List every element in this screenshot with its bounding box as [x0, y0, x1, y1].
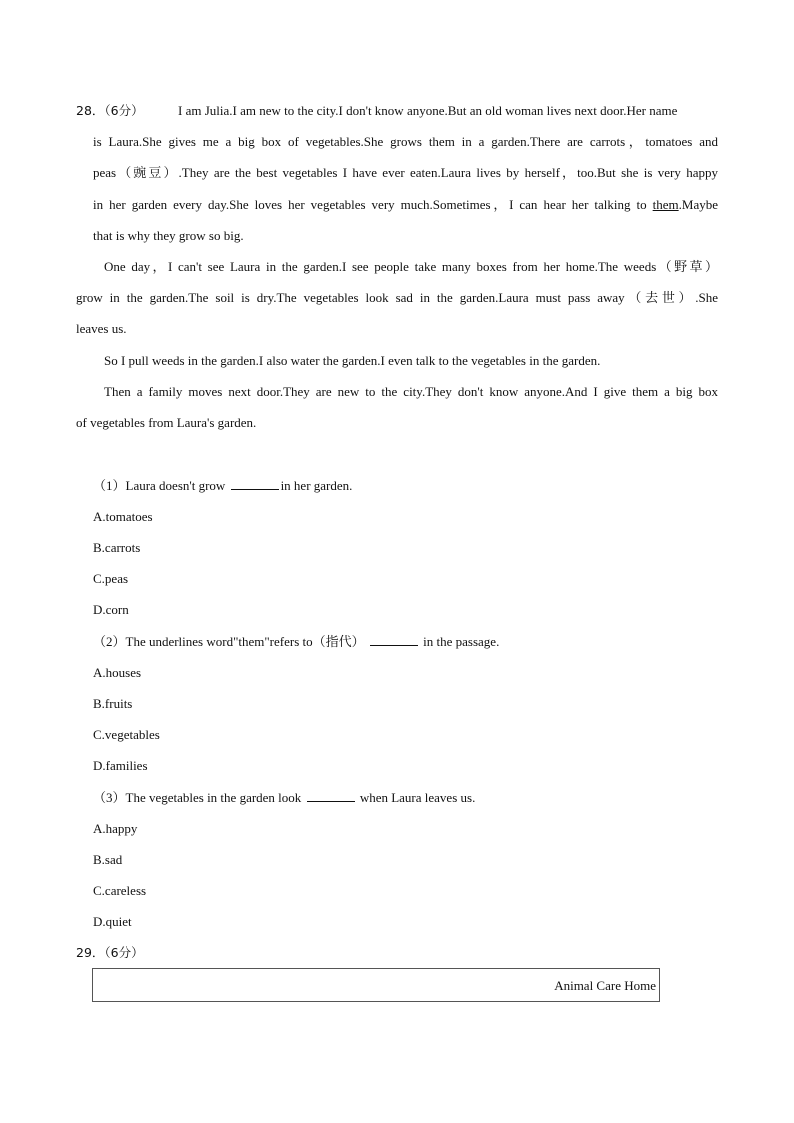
passage-p1-line-4: in her garden every day.She loves her vegetables very much.Sometimes，I can hear her talking to them.Maybe — [93, 197, 718, 212]
answer-blank-3 — [307, 790, 355, 802]
q3-option-c: C.careless — [93, 883, 147, 898]
box-title: Animal Care Home — [554, 978, 656, 993]
passage-p1-line-1: I am Julia.I am new to the city.I don't know anyone.But an old woman lives next door.Her name — [178, 103, 678, 118]
q1-option-d: D.corn — [93, 602, 129, 617]
q1-option-b: B.carrots — [93, 540, 141, 555]
passage-p1-line-3: peas（豌豆）.They are the best vegetables I have ever eaten.Laura lives by herself，too.But she is very happy — [93, 165, 718, 180]
passage-p4-line-2: of vegetables from Laura's garden. — [76, 415, 257, 430]
question-29-box — [92, 968, 660, 1002]
question-29-number: 29．（6分） — [76, 945, 144, 960]
passage-p3: So I pull weeds in the garden.I also water the garden.I even talk to the vegetables in the garden. — [104, 353, 601, 368]
sub-question-3-stem: （3）The vegetables in the garden look when Laura leaves us. — [93, 790, 476, 805]
sub-question-1-stem: （1）Laura doesn't grow in her garden. — [93, 478, 353, 493]
answer-blank-2 — [370, 634, 418, 646]
question-28-number: 28．（6分） — [76, 103, 144, 118]
sub-question-2-stem: （2）The underlines word"them"refers to（指代） in the passage. — [93, 634, 500, 649]
q2-option-a: A.houses — [93, 665, 142, 680]
q3-option-a: A.happy — [93, 821, 138, 836]
passage-p2-line-1: One day，I can't see Laura in the garden.I see people take many boxes from her home.The weeds（野草） — [104, 259, 718, 274]
passage-p4-line-1: Then a family moves next door.They are new to the city.They don't know anyone.And I give them a big box — [104, 384, 718, 399]
q1-option-a: A.tomatoes — [93, 509, 153, 524]
passage-p2-line-2: grow in the garden.The soil is dry.The vegetables look sad in the garden.Laura must pass away（去世）.She — [76, 290, 718, 305]
q2-option-c: C.vegetables — [93, 727, 160, 742]
passage-p1-line-5: that is why they grow so big. — [93, 228, 244, 243]
passage-p1-line-2: is Laura.She gives me a big box of vegetables.She grows them in a garden.There are carrots，tomatoes and — [93, 134, 718, 149]
passage-p2-line-3: leaves us. — [76, 321, 127, 336]
q2-option-d: D.families — [93, 758, 148, 773]
q3-option-b: B.sad — [93, 852, 123, 867]
underlined-word-them: them — [652, 197, 679, 212]
q3-option-d: D.quiet — [93, 914, 132, 929]
answer-blank-1 — [231, 478, 279, 490]
q2-option-b: B.fruits — [93, 696, 133, 711]
q1-option-c: C.peas — [93, 571, 129, 586]
